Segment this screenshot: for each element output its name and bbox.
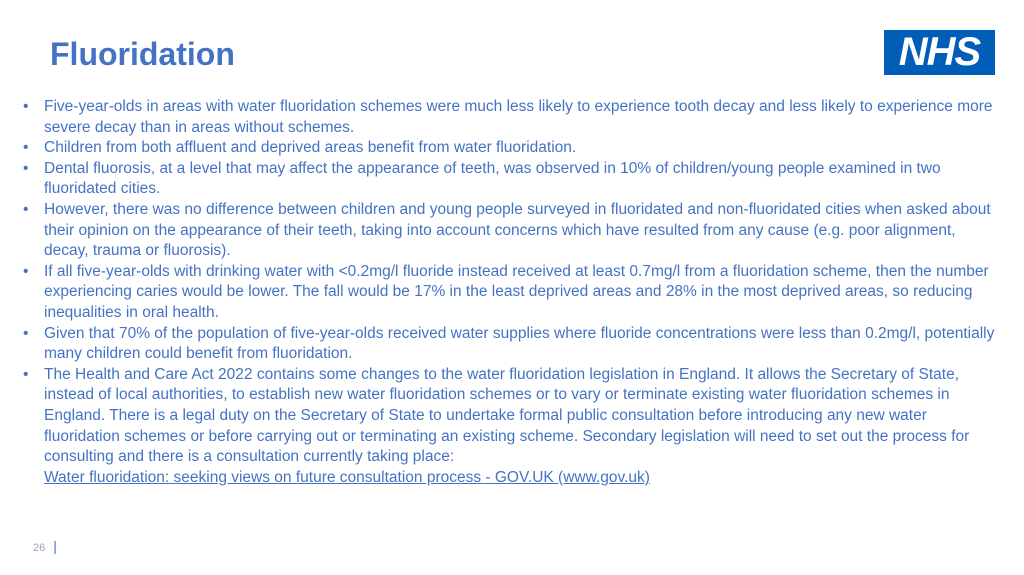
bullet-marker: • xyxy=(23,262,29,280)
bullet-marker: • xyxy=(23,159,29,177)
bullet-marker: • xyxy=(23,98,29,115)
bullet-text: However, there was no difference between children and young people surveyed in fluoridated and non-fluoridated cities when asked about their opinion on the appearance of their teeth, taking into account concerns which have resulted from any cause (e.g. poor alignment, decay, trauma or fluorosis). xyxy=(44,200,991,260)
consultation-link[interactable]: Water fluoridation: seeking views on future consultation process - GOV.UK (www.gov.uk) xyxy=(44,468,650,486)
bullet-item xyxy=(23,324,995,365)
bullet-item xyxy=(23,138,995,159)
bullet-marker: • xyxy=(23,200,29,218)
bullet-item xyxy=(23,97,995,138)
bullet-text: Given that 70% of the population of five-year-olds received water supplies where fluoride concentrations were less than 0.2mg/l, potentially many children could benefit from fluoridation. xyxy=(44,324,995,363)
bullet-text: The Health and Care Act 2022 contains some changes to the water fluoridation legislation in England. It allows the Secretary of State, instead of local authorities, to establish new water fluoridation schemes or to vary or terminate existing water fluoridation schemes in England. There is a legal duty on the Secretary of State to undertake formal public consultation before introducing any new water fluoridation schemes or before carrying out or terminating an existing scheme. Secondary legislation will need to set out the process for consulting and there is a consultation currently taking place: xyxy=(44,365,970,466)
bullet-text: Children from both affluent and deprived areas benefit from water fluoridation. xyxy=(44,139,577,157)
bullet-text: Five-year-olds in areas with water fluoridation schemes were much less likely to experience tooth decay and less likely to experience more severe decay than in areas without schemes. xyxy=(44,98,993,136)
bullet-text: If all five-year-olds with drinking water with <0.2mg/l fluoride instead received at least 0.7mg/l from a fluoridation scheme, then the number experiencing caries would be lower. The fall would be 17% in the least deprived areas and 28% in the most deprived areas, so reducing inequalities in oral health. xyxy=(44,262,989,321)
nhs-logo-text: NHS xyxy=(898,30,981,74)
slide-title: Fluoridation xyxy=(50,36,235,72)
bullet-marker: • xyxy=(23,139,29,157)
nhs-logo xyxy=(884,30,995,75)
bullet-marker: • xyxy=(23,324,29,342)
footer-separator: | xyxy=(53,538,57,554)
bullet-item xyxy=(23,200,995,262)
bullet-marker: • xyxy=(23,365,29,383)
bullet-list xyxy=(23,97,995,488)
bullet-item xyxy=(23,365,995,489)
bullet-text: Dental fluorosis, at a level that may affect the appearance of teeth, was observed in 10% of children/young people examined in two fluoridated cities. xyxy=(44,159,941,198)
slide-footer xyxy=(33,538,57,554)
page-number: 26 xyxy=(33,542,46,554)
bullet-item xyxy=(23,159,995,200)
bullet-item xyxy=(23,262,995,324)
